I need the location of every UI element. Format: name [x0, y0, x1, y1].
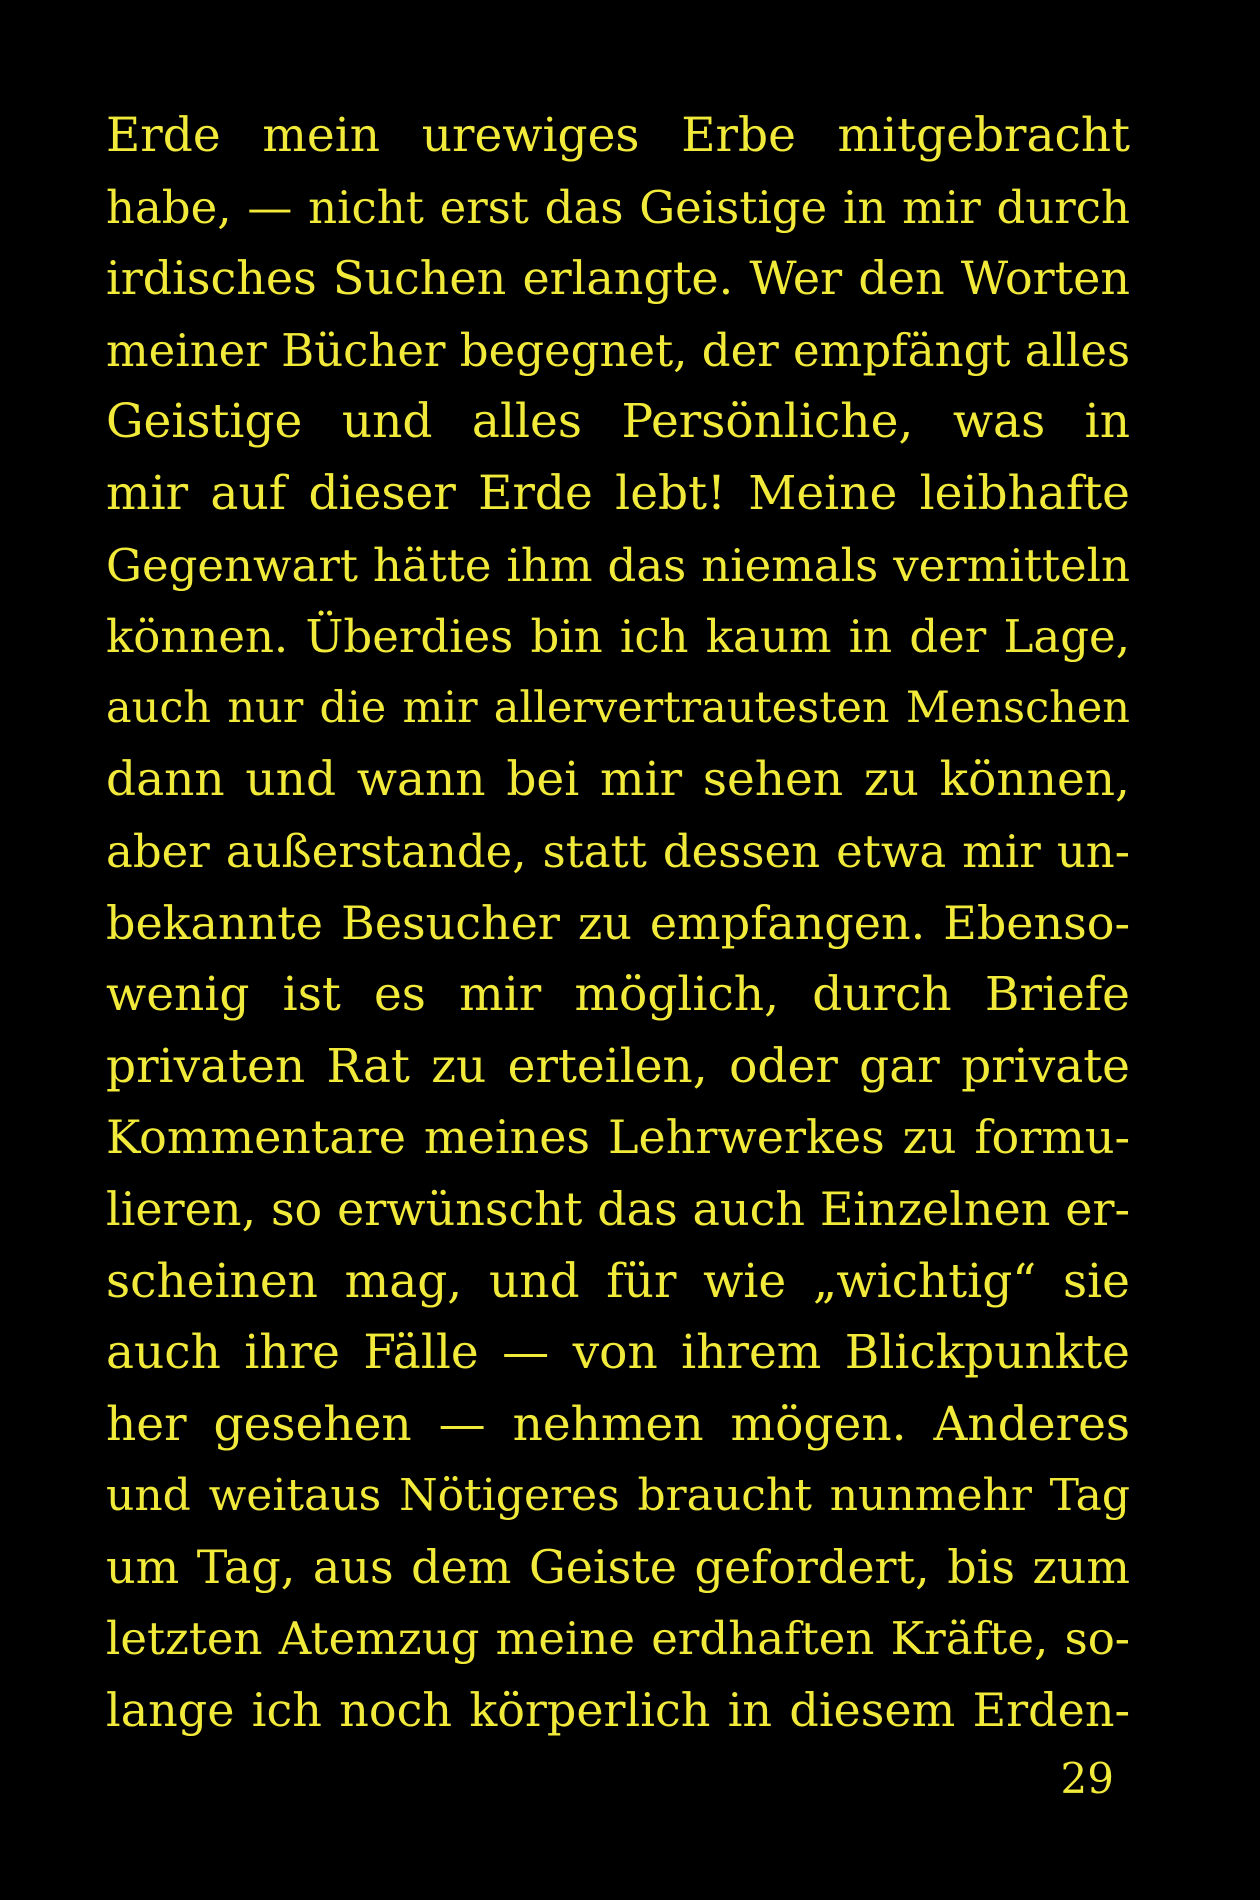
page-number: 29 — [1060, 1754, 1114, 1803]
text-line: auch ihre Fälle — von ihrem Blickpunkte — [106, 1325, 1130, 1381]
text-line: um Tag, aus dem Geiste gefordert, bis zum — [106, 1539, 1130, 1594]
text-line: Geistige und alles Persönliche, was in — [106, 394, 1130, 450]
text-line: letzten Atemzug meine erdhaften Kräfte, so- — [106, 1612, 1130, 1666]
text-line: mir auf dieser Erde lebt! Meine leibhafte — [106, 465, 1130, 521]
text-line: scheinen mag, und für wie „wichtig“ sie — [106, 1253, 1130, 1309]
text-line: Erde mein urewiges Erbe mitgebracht — [106, 108, 1130, 163]
text-line: habe, — nicht erst das Geistige in mir durch — [106, 180, 1130, 234]
text-line: wenig ist es mir möglich, durch Briefe — [106, 967, 1130, 1023]
text-line: und weitaus Nötigeres braucht nunmehr Tag — [106, 1470, 1130, 1522]
text-line: auch nur die mir allervertrautesten Menschen — [106, 682, 1130, 733]
text-line: dann und wann bei mir sehen zu können, — [106, 752, 1130, 808]
text-line: her gesehen — nehmen mögen. Anderes — [106, 1396, 1130, 1452]
text-line: bekannte Besucher zu empfangen. Ebenso- — [106, 895, 1130, 950]
text-line: Gegenwart hätte ihm das niemals vermitteln — [106, 538, 1130, 592]
text-line: aber außerstande, statt dessen etwa mir un- — [106, 824, 1130, 878]
text-line: privaten Rat zu erteilen, oder gar private — [106, 1038, 1130, 1094]
text-line: meiner Bücher begegnet, der empfängt alles — [106, 323, 1131, 377]
text-line: lange ich noch körperlich in diesem Erden- — [106, 1683, 1130, 1738]
text-line: lieren, so erwünscht das auch Einzelnen er- — [106, 1181, 1130, 1236]
text-line: Kommentare meines Lehrwerkes zu formu- — [106, 1110, 1130, 1165]
text-line: können. Überdies bin ich kaum in der Lage, — [106, 610, 1130, 664]
text-line: irdisches Suchen erlangte. Wer den Worten — [106, 251, 1130, 306]
body-text — [106, 100, 1130, 1747]
